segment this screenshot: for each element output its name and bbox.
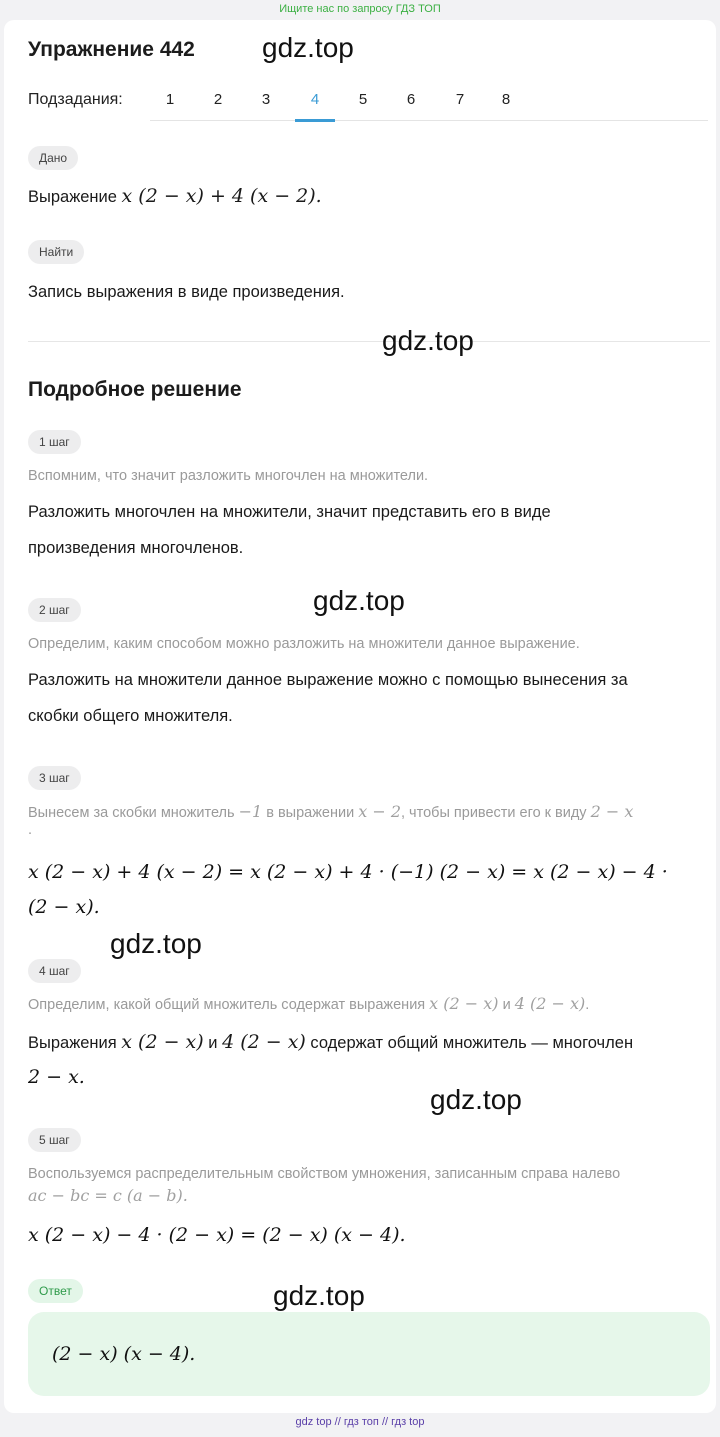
tab-subtask-2[interactable]: 2 <box>213 91 223 108</box>
watermark: gdz.top <box>262 32 354 63</box>
given-pill: Дано <box>28 146 78 170</box>
step-4-line-math-1: x (2 − x) <box>121 1031 204 1053</box>
step-3-hint-math-2: x − 2 <box>358 802 401 821</box>
subtasks-label: Подзадания: <box>28 91 123 108</box>
step-5-hint: Воспользуемся распределительным свойством умножения, записанным справа налево <box>28 1166 621 1182</box>
answer-box <box>28 1312 710 1396</box>
subtask-tabs <box>150 80 708 121</box>
step-4-line-2: 2 − x. <box>28 1066 85 1088</box>
step-5-hint-formula <box>28 1184 188 1209</box>
step-4-line-math-2: 4 (2 − x) <box>222 1031 306 1053</box>
step-4-hint-text-a: Определим, какой общий множитель содержат выражения <box>28 997 430 1013</box>
step-4-hint-text-c: . <box>585 997 590 1013</box>
step-5-equation: x (2 − x) − 4 · (2 − x) = (2 − x) (x − 4). <box>28 1224 406 1246</box>
step-1-hint: Вспомним, что значит разложить многочлен на множители. <box>28 468 429 484</box>
watermark: gdz.top <box>110 928 202 959</box>
answer-pill: Ответ <box>28 1279 83 1303</box>
given-text <box>28 178 322 215</box>
watermark: gdz.top <box>430 1084 522 1115</box>
step-4-line-text-c: содержат общий множитель — многочлен <box>305 1034 634 1052</box>
footer-links <box>0 1416 720 1428</box>
step-4-hint-text-b: и <box>498 997 515 1013</box>
step-3-hint-text-a: Вынесем за скобки множитель <box>28 805 239 821</box>
step-4-hint-math-2: 4 (2 − x) <box>514 994 586 1013</box>
find-pill: Найти <box>28 240 84 264</box>
watermark: gdz.top <box>382 325 474 356</box>
step-3-hint-text-c: , чтобы привести его к виду <box>401 805 591 821</box>
answer-expression: (2 − x) (x − 4). <box>52 1343 196 1365</box>
step-3-hint-text-b: в выражении <box>262 805 359 821</box>
step-3-equation-line-2: (2 − x). <box>28 896 100 918</box>
exercise-title: Упражнение 442 <box>28 38 195 61</box>
step-3-hint-dot: . <box>28 822 33 838</box>
find-text: Запись выражения в виде произведения. <box>28 283 345 301</box>
step-1-line-1: Разложить многочлен на множители, значит представить его в виде <box>28 503 551 521</box>
step-4-pill: 4 шаг <box>28 959 81 983</box>
step-3-hint-math-3: 2 − x <box>590 802 634 821</box>
given-prefix: Выражение <box>28 188 122 206</box>
step-5-pill: 5 шаг <box>28 1128 81 1152</box>
step-4-hint-math-1: x (2 − x) <box>429 994 499 1013</box>
step-4-line-text-a: Выражения <box>28 1034 122 1052</box>
step-3-equation-line-1: x (2 − x) + 4 (x − 2) = x (2 − x) + 4 · (−1) (2 − x) = x (2 − x) − 4 · <box>28 861 668 883</box>
step-4-line-text-b: и <box>203 1034 223 1052</box>
given-expression: x (2 − x) + 4 (x − 2). <box>121 185 322 207</box>
step-2-line-2: скобки общего множителя. <box>28 707 233 725</box>
step-2-pill: 2 шаг <box>28 598 81 622</box>
section-divider <box>28 341 710 342</box>
step-5-hint-math: ac − bc = c (a − b). <box>28 1186 188 1205</box>
tab-subtask-1[interactable]: 1 <box>165 91 175 108</box>
tab-subtask-5[interactable]: 5 <box>358 91 368 108</box>
footer-link-2[interactable]: гдз топ <box>343 1416 379 1428</box>
footer-link-3[interactable]: гдз top <box>391 1416 425 1428</box>
step-3-hint-math-1: −1 <box>238 802 263 821</box>
watermark: gdz.top <box>273 1280 365 1311</box>
step-2-line-1: Разложить на множители данное выражение можно с помощью вынесения за <box>28 671 628 689</box>
step-2-hint: Определим, каким способом можно разложить на множители данное выражение. <box>28 636 580 652</box>
tab-subtask-8[interactable]: 8 <box>501 91 511 108</box>
tab-subtask-6[interactable]: 6 <box>406 91 416 108</box>
footer-separator: // <box>334 1416 341 1428</box>
step-3-hint <box>28 800 633 825</box>
step-4-hint <box>28 992 589 1017</box>
tab-subtask-3[interactable]: 3 <box>261 91 271 108</box>
footer-separator: // <box>381 1416 389 1428</box>
solution-title: Подробное решение <box>28 378 242 401</box>
step-1-line-2: произведения многочленов. <box>28 539 244 557</box>
tab-subtask-4[interactable]: 4 <box>295 80 335 120</box>
tab-subtask-7[interactable]: 7 <box>455 91 465 108</box>
footer-link-1[interactable]: gdz top <box>295 1416 332 1428</box>
search-banner: Ищите нас по запросу ГДЗ ТОП <box>279 3 441 15</box>
step-1-pill: 1 шаг <box>28 430 81 454</box>
watermark: gdz.top <box>313 585 405 616</box>
exercise-card <box>4 20 716 1413</box>
step-4-line-1 <box>28 1024 633 1061</box>
step-3-pill: 3 шаг <box>28 766 81 790</box>
